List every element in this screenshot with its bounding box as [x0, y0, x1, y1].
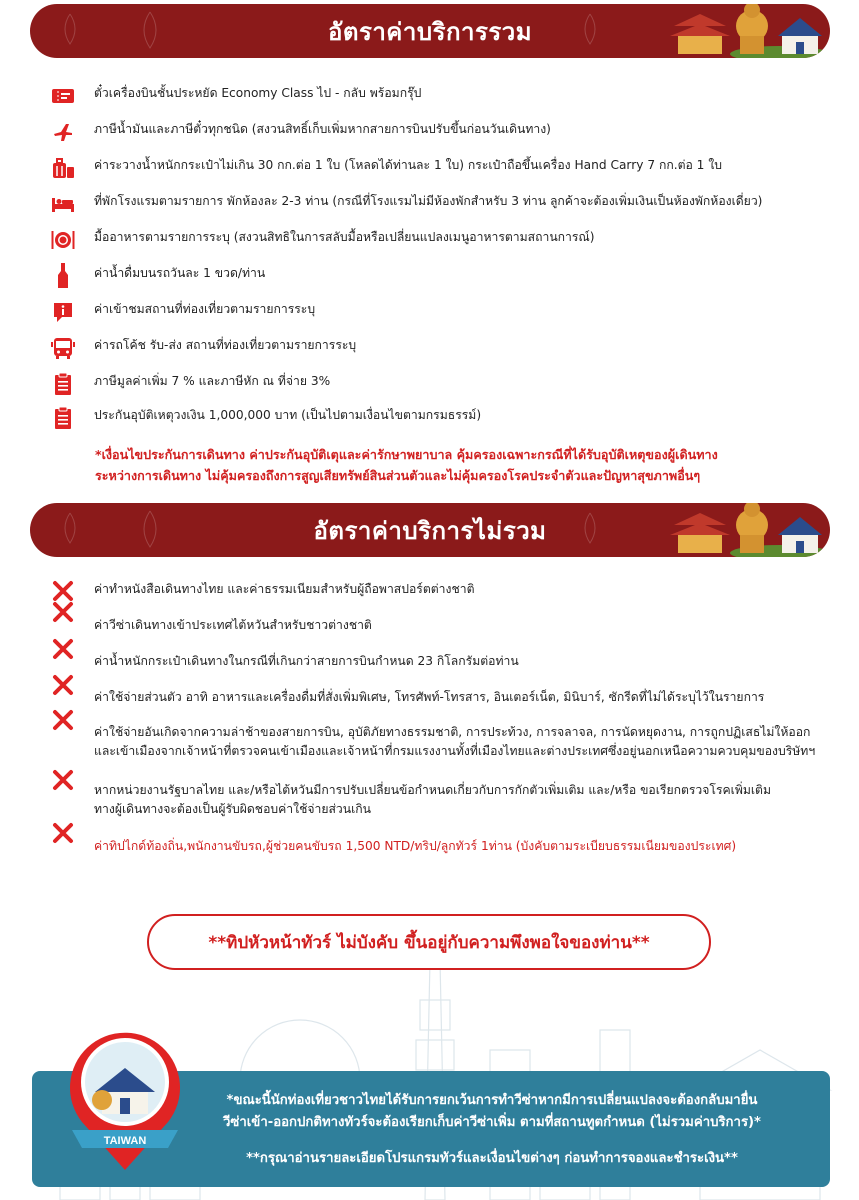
spacer — [50, 580, 76, 604]
included-item-text: ภาษีน้ำมันและภาษีตั๋วทุกชนิด (สงวนสิทธิ์เก็บเพิ่มหากสายการบินปรับขึ้นก่อนวันเดินทาง) — [94, 122, 551, 136]
excluded-item-text: ค่าทิปไกด์ท้องถิ่น,พนักงานขับรถ,ผู้ช่วยคนขับรถ 1,500 NTD/ทริป/ลูกทัวร์ 1ท่าน (บังคับตามระเบียบธรรมเนียมของประเทศ) — [94, 839, 737, 853]
tip-notice-text: **ทิปหัวหน้าทัวร์ ไม่บังคับ ขึ้นอยู่กับความพึงพอใจของท่าน** — [208, 932, 650, 953]
list-item — [50, 781, 840, 819]
airplane-icon — [50, 120, 76, 144]
document-icon — [50, 372, 76, 396]
footer-line2: วีซ่าเข้า-ออกปกติทางทัวร์จะต้องเรียกเก็บค่าวีซ่าเพิ่ม ตามที่สถานทูตกำหนด (ไม่รวมค่าบริการ)* — [223, 1115, 761, 1130]
spacer — [50, 723, 76, 747]
excluded-item-text: ค่าทำหนังสือเดินทางไทย และค่าธรรมเนียมสำหรับผู้ถือพาสปอร์ตต่างชาติ — [94, 582, 475, 596]
excluded-item-text: ค่าใช้จ่ายส่วนตัว อาทิ อาหารและเครื่องดื่มที่สั่งเพิ่มพิเศษ, โทรศัพท์-โทรสาร, อินเตอร์เน็ต, มินิบาร์, ซักรีดที่ไม่ได้ระบุไว้ในรายการ — [94, 690, 765, 704]
insurance-note-line1: *เงื่อนไขประกันการเดินทาง ค่าประกันอุบัติเตุและค่ารักษาพยาบาล คุ้มครองเฉพาะกรณีที่ได้รับอุบัติเหตุของผู้เดินทาง — [95, 447, 718, 462]
temple-illustration — [660, 4, 830, 58]
list-item — [50, 406, 840, 430]
list-item — [50, 300, 840, 324]
document-icon — [50, 406, 76, 430]
excluded-item-text — [94, 781, 771, 819]
included-item-text: ค่าเข้าชมสถานที่ท่องเที่ยวตามรายการระบุ — [94, 302, 316, 316]
excluded-title: อัตราค่าบริการไม่รวม — [313, 516, 547, 545]
included-item-text: ค่ารถโค้ช รับ-ส่ง สถานที่ท่องเที่ยวตามรายการระบุ — [94, 338, 357, 352]
excluded-item-line2: ทางผู้เดินทางจะต้องเป็นผู้รับผิดชอบค่าใช้จ่ายส่วนเกิน — [94, 802, 371, 816]
insurance-note — [95, 444, 815, 486]
list-item — [50, 228, 840, 252]
spacer — [50, 837, 76, 861]
excluded-item-text — [94, 723, 815, 761]
list-item — [50, 652, 840, 676]
list-item — [50, 723, 840, 761]
excluded-item-line1: หากหน่วยงานรัฐบาลไทย และ/หรือไต้หวันมีการปรับเปลี่ยนข้อกำหนดเกี่ยวกับการกักตัวเพิ่มเติม และ/หรือ ขอเรียกตรวจโรคเพิ่มเติม — [94, 783, 771, 797]
spacer — [50, 616, 76, 640]
included-item-text: ค่าน้ำดื่มบนรถวันละ 1 ขวด/ท่าน — [94, 266, 266, 280]
list-item — [50, 336, 840, 360]
meal-icon — [50, 228, 76, 252]
footer-line3: **กรุณาอ่านรายละเอียดโปรแกรมทัวร์และเงื่อนไขต่างๆ ก่อนทำการจองและชำระเงิน** — [246, 1151, 738, 1166]
list-item — [50, 616, 840, 640]
spacer — [50, 652, 76, 676]
included-title: อัตราค่าบริการรวม — [327, 17, 533, 46]
included-item-text: ภาษีมูลค่าเพิ่ม 7 % และภาษีหัก ณ ที่จ่าย 3% — [94, 374, 331, 388]
excluded-banner — [30, 503, 830, 557]
list-item — [50, 580, 840, 604]
taiwan-badge — [62, 1012, 188, 1172]
spacer — [50, 688, 76, 712]
included-item-text: ค่าระวางน้ำหนักกระเป๋าไม่เกิน 30 กก.ต่อ 1 ใบ (โหลดได้ท่านละ 1 ใบ) กระเป๋าถือขึ้นเครื่อง Hand Carry 7 กก.ต่อ 1 ใบ — [94, 158, 723, 172]
luggage-icon — [50, 156, 76, 180]
included-item-text: ที่พักโรงแรมตามรายการ พักห้องละ 2-3 ท่าน (กรณีที่โรงแรมไม่มีห้องพักสำหรับ 3 ท่าน ลูกค้าจะต้องเพิ่มเงินเป็นห้องพักห้องเดี่ยว) — [94, 194, 763, 208]
temple-illustration — [660, 503, 830, 557]
list-item — [50, 264, 840, 288]
excluded-item-text: ค่าน้ำหนักกระเป๋าเดินทางในกรณีที่เกินกว่าสายการบินกำหนด 23 กิโลกรัมต่อท่าน — [94, 654, 519, 668]
list-item — [50, 120, 840, 144]
included-banner — [30, 4, 830, 58]
excluded-item-line1: ค่าใช้จ่ายอันเกิดจากความล่าช้าของสายการบิน, อุบัติภัยทางธรรมชาติ, การประท้วง, การจลาจล, การนัดหยุดงาน, การถูกปฏิเสธไม่ให้ออก — [94, 725, 811, 739]
excluded-item-text: ค่าวีซ่าเดินทางเข้าประเทศไต้หวันสำหรับชาวต่างชาติ — [94, 618, 372, 632]
tip-notice-box — [147, 914, 711, 970]
included-item-text: มื้ออาหารตามรายการระบุ (สงวนสิทธิในการสลับมื้อหรือเปลี่ยนแปลงเมนูอาหารตามสถานการณ์) — [94, 230, 595, 244]
bottle-icon — [50, 264, 76, 288]
list-item — [50, 688, 840, 712]
included-item-text: ตั๋วเครื่องบินชั้นประหยัด Economy Class ไป - กลับ พร้อมกรุ๊ป — [94, 86, 422, 100]
info-icon — [50, 300, 76, 324]
bus-icon — [50, 336, 76, 360]
list-item — [50, 192, 840, 216]
footer-line1: *ขณะนี้นักท่องเที่ยวชาวไทยได้รับการยกเว้นการทำวีซ่าหากมีการเปลี่ยนแปลงจะต้องกลับมายื่น — [226, 1093, 758, 1108]
included-item-text: ประกันอุบัติเหตุวงเงิน 1,000,000 บาท (เป็นไปตามเงื่อนไขตามกรมธรรม์) — [94, 408, 482, 422]
badge-label: TAIWAN — [103, 1135, 147, 1147]
list-item — [50, 837, 840, 861]
spacer — [50, 781, 76, 805]
ticket-icon — [50, 84, 76, 108]
list-item — [50, 84, 840, 108]
list-item — [50, 372, 840, 396]
excluded-item-line2: และเข้าเมืองจากเจ้าหน้าที่ตรวจคนเข้าเมืองและเจ้าหน้าที่กรมแรงงานทั้งที่เมืองไทยและต่างประเทศซึ่งอยู่นอกเหนือความควบคุมของบริษัทฯ — [94, 744, 816, 758]
insurance-note-line2: ระหว่างการเดินทาง ไม่คุ้มครองถึงการสูญเสียทรัพย์สินส่วนตัวและไม่คุ้มครองโรคประจำตัวและปัญหาสุขภาพอื่นๆ — [95, 468, 701, 483]
bed-icon — [50, 192, 76, 216]
list-item — [50, 156, 840, 180]
